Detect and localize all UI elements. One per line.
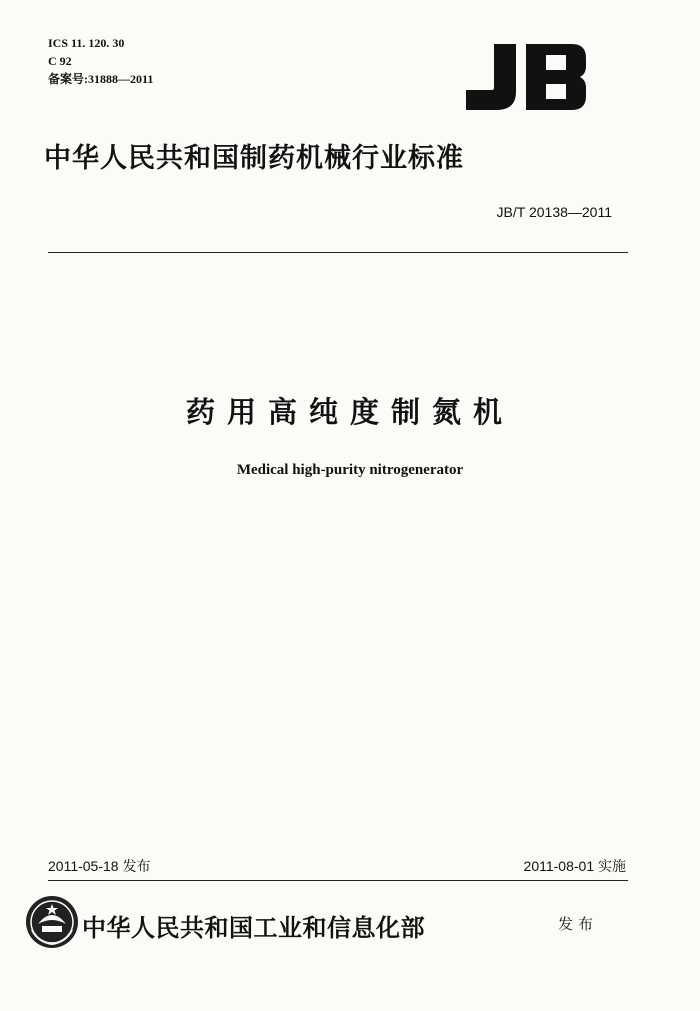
issue-date: 2011-05-18 发布 xyxy=(48,858,151,874)
record-number: 备案号:31888—2011 xyxy=(48,72,154,86)
publish-label: 发布 xyxy=(558,915,599,933)
date-row xyxy=(48,856,628,876)
standard-number: JB/T 20138—2011 xyxy=(496,204,612,220)
ccs-code: C 92 xyxy=(48,54,72,68)
jb-logo xyxy=(464,44,588,110)
publisher-row xyxy=(24,894,644,950)
top-divider xyxy=(48,252,628,253)
national-emblem-icon xyxy=(24,894,80,950)
industry-standard-title: 中华人民共和国制药机械行业标准 xyxy=(44,143,464,174)
ministry-name: 中华人民共和国工业和信息化部 xyxy=(82,914,425,942)
classification-block xyxy=(48,34,153,88)
ics-code: ICS 11. 120. 30 xyxy=(48,36,125,50)
document-title-english: Medical high-purity nitrogenerator xyxy=(236,462,464,478)
document-title: 药用高纯度制氮机 xyxy=(185,395,514,429)
effective-date: 2011-08-01 实施 xyxy=(523,858,626,874)
bottom-divider xyxy=(48,880,628,881)
